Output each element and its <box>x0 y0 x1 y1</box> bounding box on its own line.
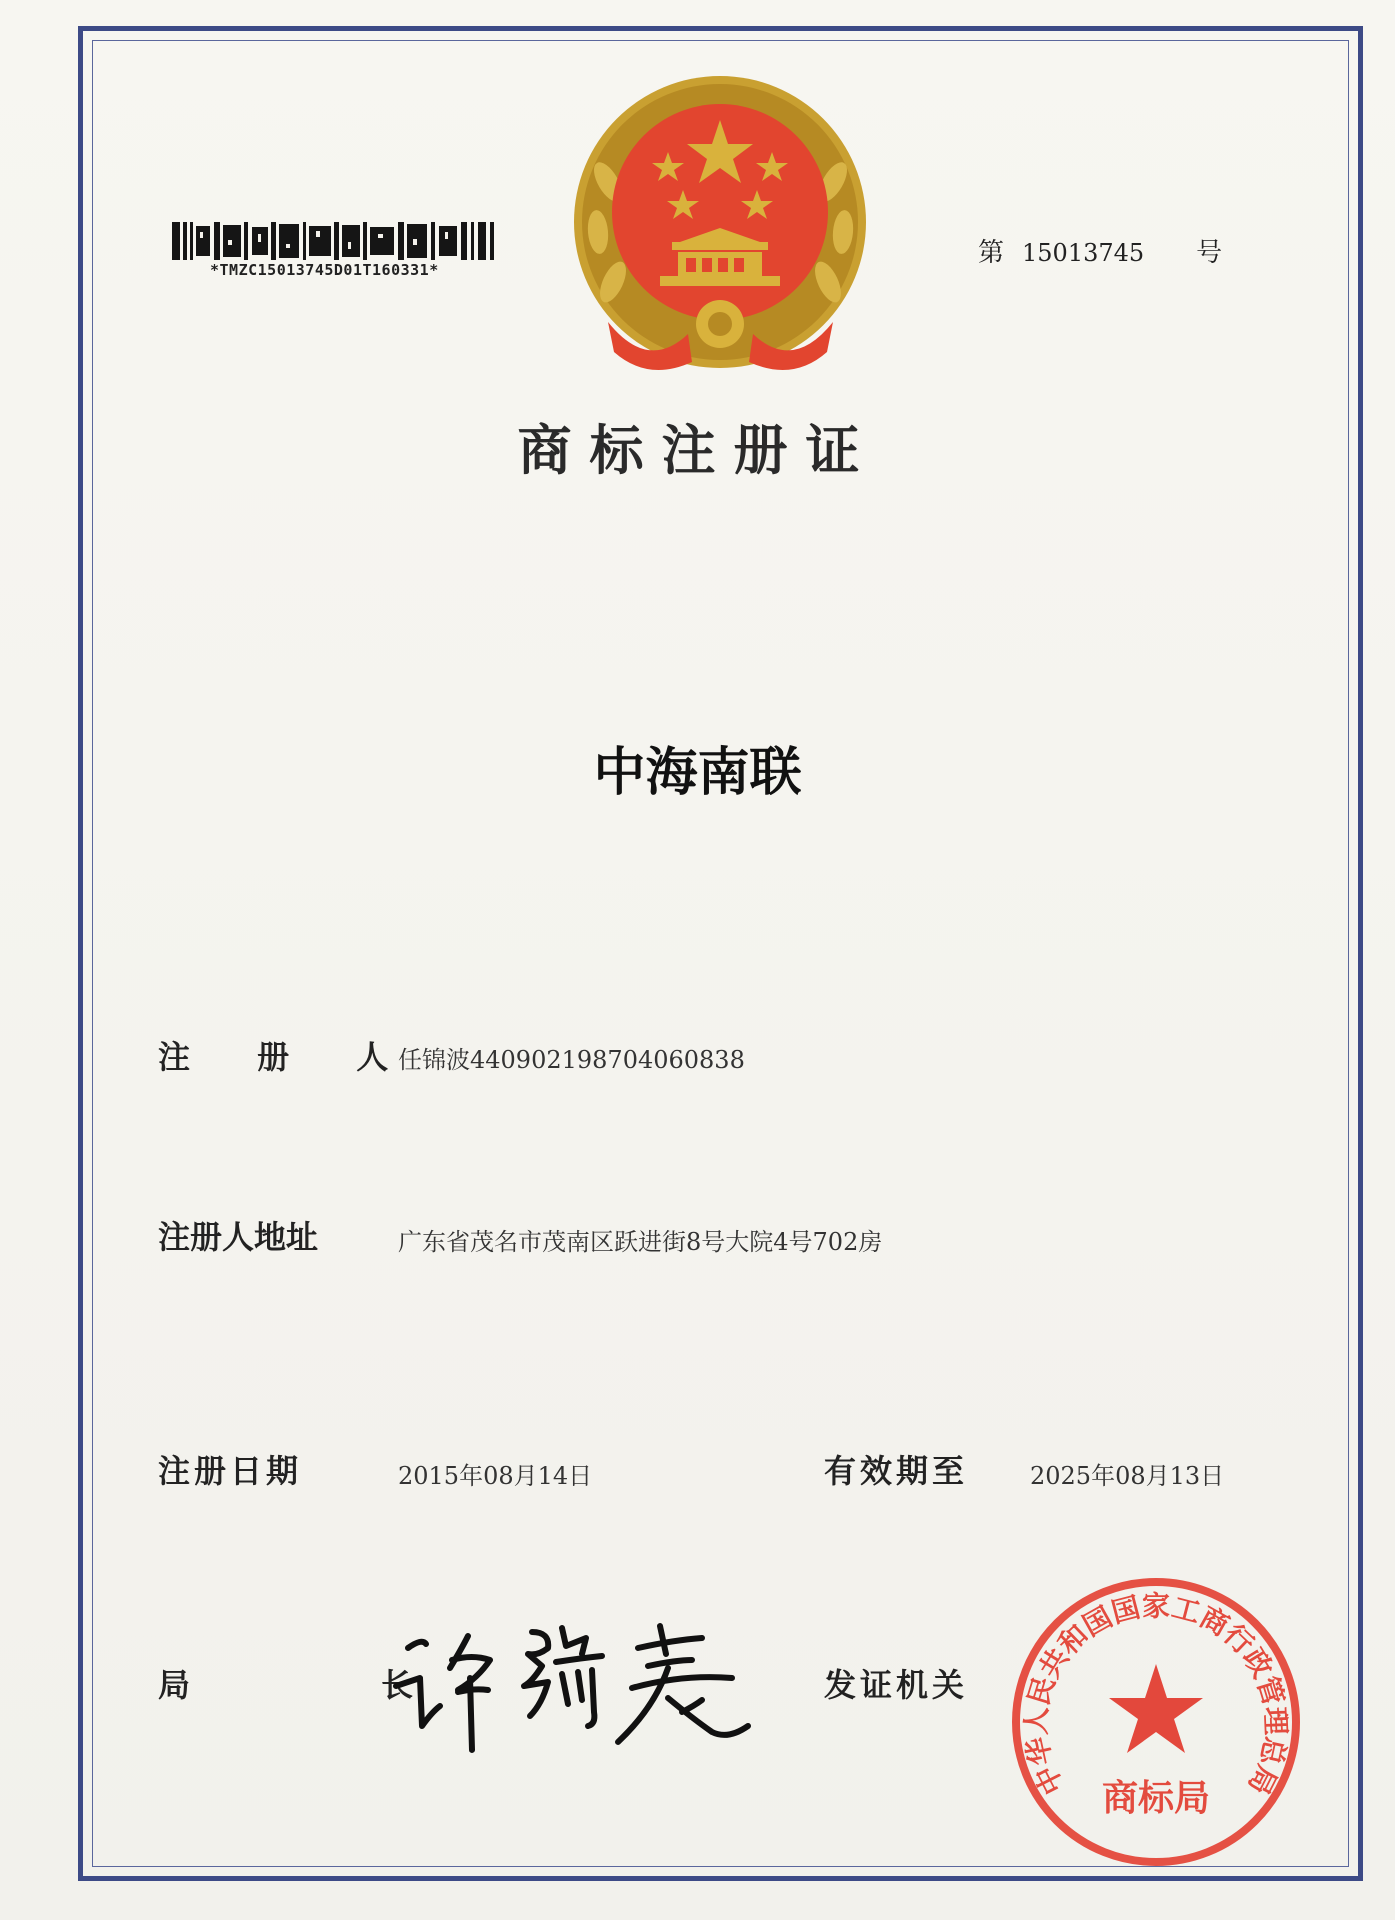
barcode-image <box>172 222 498 260</box>
registration-date-label: 注册日期 <box>158 1452 303 1490</box>
valid-until-value: 2025年08月13日 <box>1030 1462 1225 1490</box>
registrant-value: 任锦波440902198704060838 <box>398 1046 745 1074</box>
registrant-label: 注 册 人 <box>158 1038 417 1076</box>
issuing-authority-label: 发证机关 <box>824 1666 969 1704</box>
svg-text:中华人民共和国国家工商行政管理总局: 中华人民共和国国家工商行政管理总局 <box>1019 1589 1293 1800</box>
number-prefix: 第 <box>978 238 1005 268</box>
official-seal-stamp <box>1006 1572 1306 1872</box>
trademark-name: 中海南联 <box>593 743 802 803</box>
number-suffix: 号 <box>1196 238 1223 268</box>
national-emblem-icon <box>568 72 873 382</box>
certificate-title: 商标注册证 <box>517 418 878 482</box>
svg-text:商标局: 商标局 <box>1101 1777 1211 1819</box>
valid-until-label: 有效期至 <box>824 1452 969 1490</box>
director-signature <box>392 1608 792 1758</box>
director-label: 局 长 <box>158 1666 504 1704</box>
registration-date-value: 2015年08月14日 <box>398 1462 593 1490</box>
address-label: 注册人地址 <box>158 1218 319 1256</box>
address-value: 广东省茂名市茂南区跃进街8号大院4号702房 <box>398 1228 883 1256</box>
barcode-text: *TMZC15013745D01T160331* <box>210 261 439 279</box>
number-value: 15013745 <box>1022 239 1145 267</box>
registration-number <box>978 232 1222 269</box>
